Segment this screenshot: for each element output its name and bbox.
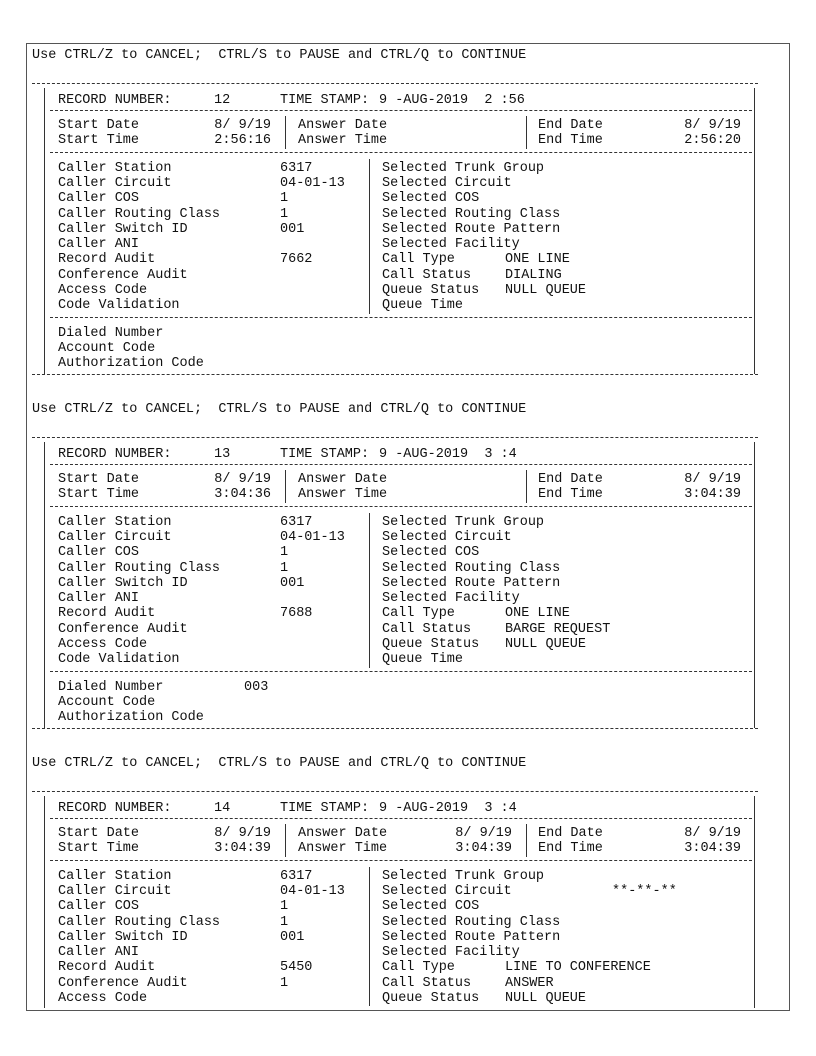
bottom-field-label: Authorization Code (58, 710, 204, 726)
dates-rule (50, 152, 752, 153)
right-field-label: Selected COS (382, 545, 480, 561)
left-field-label: Caller Station (58, 868, 172, 884)
left-field-value: 6317 (280, 160, 313, 176)
left-field-label: Caller Circuit (58, 175, 172, 191)
end-time-label: End Time (538, 133, 603, 149)
right-field-label: Selected Trunk Group (382, 868, 545, 884)
left-field-label: Code Validation (58, 652, 180, 668)
left-field-label: Caller Station (58, 514, 172, 530)
fields-rule (50, 317, 752, 318)
right-field-label: Selected Facility (382, 237, 520, 253)
left-field-label: Record Audit (58, 960, 156, 976)
right-field-value: NULL QUEUE (505, 991, 587, 1006)
right-field-label: Queue Time (382, 652, 464, 668)
timestamp-label: TIME STAMP: (280, 447, 370, 462)
bottom-field-value: 003 (244, 679, 269, 695)
field-divider (369, 159, 370, 314)
record-number-label: RECORD NUMBER: (58, 801, 172, 816)
timestamp-value: 9 -AUG-2019 3 :4 (379, 801, 517, 816)
answer-date-label: Answer Date (298, 118, 388, 133)
end-time-label: End Time (538, 487, 603, 503)
left-field-value: 6317 (280, 514, 313, 530)
ctrl-prompt: Use CTRL/Z to CANCEL; CTRL/S to PAUSE and CTRL/Q to CONTINUE (32, 402, 527, 417)
left-field-label: Caller Station (58, 160, 172, 176)
dates-rule (50, 506, 752, 507)
right-field-label: Call Type (382, 252, 455, 268)
start-time-label: Start Time (58, 487, 140, 503)
right-field-label: Queue Status (382, 991, 480, 1006)
date-divider (285, 470, 286, 503)
left-field-value: 7662 (280, 252, 313, 268)
record-right-border (754, 796, 755, 1008)
right-field-label: Selected Facility (382, 945, 520, 961)
left-field-label: Caller Circuit (58, 883, 172, 899)
left-field-label: Caller ANI (58, 237, 140, 253)
right-field-label: Selected Routing Class (382, 560, 561, 576)
date-divider (526, 116, 527, 149)
record-number: 13 (214, 447, 231, 462)
start-date: 8/ 9/19 (214, 472, 271, 487)
bottom-field-label: Authorization Code (58, 356, 204, 372)
right-field-label: Queue Time (382, 298, 464, 314)
timestamp-label: TIME STAMP: (280, 801, 370, 816)
left-field-value: 6317 (280, 868, 313, 884)
ctrl-prompt: Use CTRL/Z to CANCEL; CTRL/S to PAUSE and CTRL/Q to CONTINUE (32, 48, 527, 63)
bottom-field-label: Dialed Number (58, 325, 164, 341)
answer-date-label: Answer Date (298, 472, 388, 487)
answer-time-label: Answer Time (298, 487, 388, 503)
date-divider (526, 470, 527, 503)
right-field-label: Selected Route Pattern (382, 929, 561, 945)
right-field-label: Selected Circuit (382, 883, 512, 899)
end-date-label: End Date (538, 826, 603, 841)
left-field-value: 04-01-13 (280, 529, 345, 545)
left-field-value: 5450 (280, 960, 313, 976)
timestamp-value: 9 -AUG-2019 3 :4 (379, 447, 517, 462)
left-field-label: Caller Routing Class (58, 914, 221, 930)
start-date-label: Start Date (58, 826, 140, 841)
bottom-field-label: Dialed Number (58, 679, 164, 695)
right-field-value: ONE LINE (505, 606, 570, 622)
left-field-label: Caller Switch ID (58, 221, 188, 237)
record-right-border (754, 442, 755, 728)
right-field-label: Selected Route Pattern (382, 575, 561, 591)
date-divider (526, 824, 527, 857)
bottom-field-label: Account Code (58, 340, 156, 356)
left-field-label: Access Code (58, 283, 148, 298)
timestamp-label: TIME STAMP: (280, 93, 370, 108)
left-field-label: Caller COS (58, 191, 140, 207)
dates-rule (50, 860, 752, 861)
right-field-label: Queue Status (382, 283, 480, 298)
left-field-value: 04-01-13 (280, 175, 345, 191)
right-field-label: Call Type (382, 960, 455, 976)
record-bottom-rule (32, 374, 758, 375)
right-field-value: BARGE REQUEST (505, 621, 611, 637)
right-field-label: Call Status (382, 975, 472, 991)
ctrl-prompt: Use CTRL/Z to CANCEL; CTRL/S to PAUSE and CTRL/Q to CONTINUE (32, 756, 527, 771)
right-field-label: Call Status (382, 267, 472, 283)
left-field-label: Caller Routing Class (58, 560, 221, 576)
start-time: 3:04:39 (214, 841, 271, 857)
header-rule (50, 110, 752, 111)
start-date-label: Start Date (58, 472, 140, 487)
right-field-value: DIALING (505, 267, 562, 283)
right-field-value: ANSWER (505, 975, 554, 991)
right-field-label: Selected Circuit (382, 529, 512, 545)
record-number: 12 (214, 93, 231, 108)
record-top-rule (32, 437, 758, 438)
end-time: 2:56:20 (684, 133, 741, 149)
right-field-value: NULL QUEUE (505, 283, 587, 298)
field-divider (369, 867, 370, 1007)
left-field-label: Caller COS (58, 545, 140, 561)
date-divider (285, 824, 286, 857)
left-field-value: 1 (280, 975, 289, 991)
field-divider (369, 513, 370, 668)
left-field-label: Caller ANI (58, 945, 140, 961)
start-time-label: Start Time (58, 841, 140, 857)
end-time: 3:04:39 (684, 841, 741, 857)
answer-time-label: Answer Time (298, 133, 388, 149)
left-field-label: Conference Audit (58, 975, 188, 991)
right-field-value: NULL QUEUE (505, 637, 587, 652)
left-field-value: 001 (280, 575, 305, 591)
end-date-label: End Date (538, 472, 603, 487)
header-rule (50, 464, 752, 465)
left-field-label: Access Code (58, 637, 148, 652)
record-number-label: RECORD NUMBER: (58, 447, 172, 462)
end-date-label: End Date (538, 118, 603, 133)
left-field-label: Caller Switch ID (58, 575, 188, 591)
start-date: 8/ 9/19 (214, 118, 271, 133)
timestamp-value: 9 -AUG-2019 2 :56 (379, 93, 525, 108)
header-rule (50, 818, 752, 819)
left-field-label: Access Code (58, 991, 148, 1006)
right-field-label: Call Status (382, 621, 472, 637)
right-field-label: Selected Routing Class (382, 914, 561, 930)
right-field-label: Queue Status (382, 637, 480, 652)
date-divider (285, 116, 286, 149)
fields-rule (50, 671, 752, 672)
left-field-value: 001 (280, 929, 305, 945)
record-bottom-rule (32, 728, 758, 729)
left-field-label: Code Validation (58, 298, 180, 314)
start-time-label: Start Time (58, 133, 140, 149)
right-field-label: Selected COS (382, 191, 480, 207)
left-field-value: 1 (280, 206, 289, 222)
bottom-field-label: Account Code (58, 694, 156, 710)
right-field-label: Selected Trunk Group (382, 160, 545, 176)
left-field-value: 04-01-13 (280, 883, 345, 899)
left-field-label: Caller Circuit (58, 529, 172, 545)
end-time: 3:04:39 (684, 487, 741, 503)
end-time-label: End Time (538, 841, 603, 857)
answer-time-label: Answer Time (298, 841, 388, 857)
end-date: 8/ 9/19 (684, 472, 741, 487)
answer-time: 3:04:39 (455, 841, 512, 857)
start-date: 8/ 9/19 (214, 826, 271, 841)
record-number-label: RECORD NUMBER: (58, 93, 172, 108)
right-field-label: Selected Route Pattern (382, 221, 561, 237)
left-field-value: 1 (280, 899, 289, 915)
record-left-border (44, 88, 45, 374)
record-right-border (754, 88, 755, 374)
left-field-value: 1 (280, 191, 289, 207)
end-date: 8/ 9/19 (684, 118, 741, 133)
record-top-rule (32, 791, 758, 792)
right-field-label: Selected COS (382, 899, 480, 915)
left-field-label: Caller ANI (58, 591, 140, 607)
start-time: 3:04:36 (214, 487, 271, 503)
left-field-label: Caller COS (58, 899, 140, 915)
right-field-value: LINE TO CONFERENCE (505, 960, 651, 976)
left-field-label: Record Audit (58, 606, 156, 622)
left-field-value: 1 (280, 560, 289, 576)
left-field-label: Record Audit (58, 252, 156, 268)
end-date: 8/ 9/19 (684, 826, 741, 841)
right-field-label: Selected Trunk Group (382, 514, 545, 530)
right-field-label: Call Type (382, 606, 455, 622)
left-field-label: Conference Audit (58, 621, 188, 637)
answer-date-label: Answer Date (298, 826, 388, 841)
record-top-rule (32, 83, 758, 84)
left-field-label: Caller Routing Class (58, 206, 221, 222)
left-field-value: 7688 (280, 606, 313, 622)
right-field-value: **-**-** (612, 883, 677, 899)
left-field-label: Caller Switch ID (58, 929, 188, 945)
right-field-label: Selected Circuit (382, 175, 512, 191)
left-field-value: 1 (280, 545, 289, 561)
start-date-label: Start Date (58, 118, 140, 133)
record-number: 14 (214, 801, 231, 816)
right-field-value: ONE LINE (505, 252, 570, 268)
record-left-border (44, 442, 45, 728)
answer-date: 8/ 9/19 (455, 826, 512, 841)
record-left-border (44, 796, 45, 1008)
right-field-label: Selected Routing Class (382, 206, 561, 222)
left-field-value: 1 (280, 914, 289, 930)
left-field-label: Conference Audit (58, 267, 188, 283)
left-field-value: 001 (280, 221, 305, 237)
start-time: 2:56:16 (214, 133, 271, 149)
right-field-label: Selected Facility (382, 591, 520, 607)
